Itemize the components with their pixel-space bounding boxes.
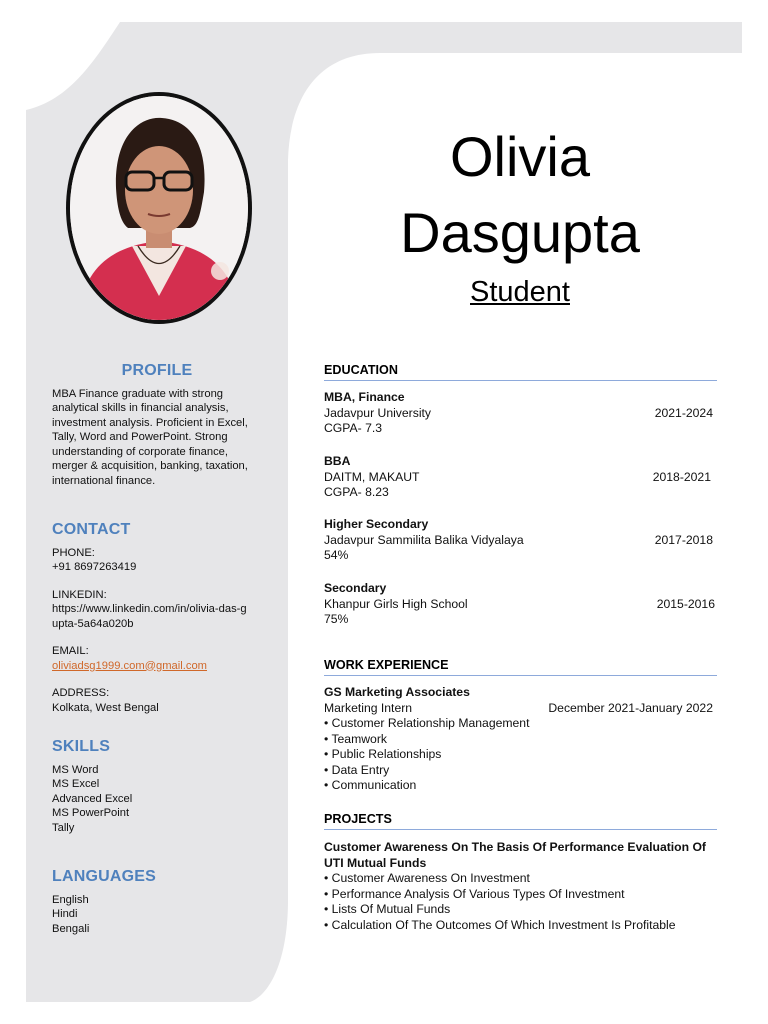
contact-heading: CONTACT (52, 521, 131, 538)
education-entry (324, 454, 717, 501)
project-bullet: • Lists Of Mutual Funds (324, 902, 717, 918)
languages-section (52, 870, 282, 936)
linkedin-label: LINKEDIN: (52, 588, 107, 601)
education-score: CGPA- 8.23 (324, 485, 389, 499)
project-bullet: • Calculation Of The Outcomes Of Which Investment Is Profitable (324, 918, 717, 934)
skill-item: MS PowerPoint (52, 807, 130, 819)
work-bullet: • Public Relationships (324, 747, 717, 763)
profile-photo-frame (66, 92, 252, 324)
degree-name: Higher Secondary (324, 517, 429, 531)
language-item: English (52, 893, 89, 906)
skills-section (52, 740, 282, 835)
language-item: Hindi (52, 908, 78, 920)
project-bullet: • Customer Awareness On Investment (324, 871, 717, 887)
education-years: 2015-2016 (656, 596, 715, 611)
degree-name: BBA (324, 454, 351, 468)
address-label: ADDRESS: (52, 687, 110, 699)
school-name: Jadavpur Sammilita Balika Vidyalaya (324, 532, 524, 547)
email-link[interactable]: oliviadsg1999.com@gmail.com (52, 659, 207, 672)
degree-name: Secondary (324, 581, 387, 595)
work-bullet: • Customer Relationship Management (324, 716, 717, 732)
skills-heading: SKILLS (52, 738, 111, 755)
work-bullet: • Teamwork (324, 732, 717, 748)
work-heading: WORK EXPERIENCE (324, 658, 717, 676)
project-bullet: • Performance Analysis Of Various Types Of Investment (324, 887, 717, 903)
work-bullet: • Communication (324, 778, 717, 794)
profile-photo (70, 96, 248, 320)
last-name: Dasgupta (400, 201, 640, 264)
education-score: CGPA- 7.3 (324, 421, 383, 435)
profile-section (52, 364, 282, 488)
education-entry (324, 390, 717, 437)
education-entry (324, 581, 717, 628)
phone-value: +91 8697263419 (52, 561, 137, 573)
projects-heading: PROJECTS (324, 812, 717, 830)
education-heading: EDUCATION (324, 363, 717, 381)
languages-heading: LANGUAGES (52, 868, 157, 885)
skill-item: Advanced Excel (52, 792, 133, 805)
project-title: Customer Awareness On The Basis Of Performance Evaluation Of UTI Mutual Funds (324, 840, 706, 870)
education-years: 2021-2024 (654, 405, 713, 420)
address-value: Kolkata, West Bengal (52, 701, 159, 714)
education-entry (324, 517, 717, 564)
company-name: GS Marketing Associates (324, 685, 470, 699)
person-portrait-icon (70, 96, 248, 320)
position-title: Marketing Intern (324, 700, 413, 715)
language-item: Bengali (52, 922, 90, 935)
job-title: Student (470, 276, 570, 308)
school-name: Jadavpur University (324, 405, 432, 420)
school-name: DAITM, MAKAUT (324, 469, 420, 484)
skill-item: MS Word (52, 763, 99, 776)
education-years: 2018-2021 (652, 469, 711, 484)
school-name: Khanpur Girls High School (324, 596, 468, 611)
education-years: 2017-2018 (654, 532, 713, 547)
email-label: EMAIL: (52, 645, 89, 657)
phone-label: PHONE: (52, 546, 95, 559)
work-dates: December 2021-January 2022 (548, 700, 713, 715)
project-entry (324, 840, 717, 933)
contact-section (52, 523, 282, 715)
work-entry (324, 685, 717, 794)
linkedin-link[interactable]: https://www.linkedin.com/in/olivia-das-gupta-5a64a020b (52, 603, 247, 630)
profile-heading: PROFILE (121, 362, 193, 379)
first-name: Olivia (449, 125, 591, 188)
profile-text: MBA Finance graduate with strong analytical skills in financial analysis, investment analysis. Proficient in Excel, Tally, Word and PowerPoint. Strong understanding of corporate finance, merger & acquisition, banking, taxation, international finance. (52, 387, 248, 487)
degree-name: MBA, Finance (324, 390, 405, 404)
skill-item: Tally (52, 821, 75, 834)
education-score: 75% (324, 612, 349, 626)
education-score: 54% (324, 548, 349, 562)
work-bullet: • Data Entry (324, 763, 717, 779)
skill-item: MS Excel (52, 778, 100, 790)
